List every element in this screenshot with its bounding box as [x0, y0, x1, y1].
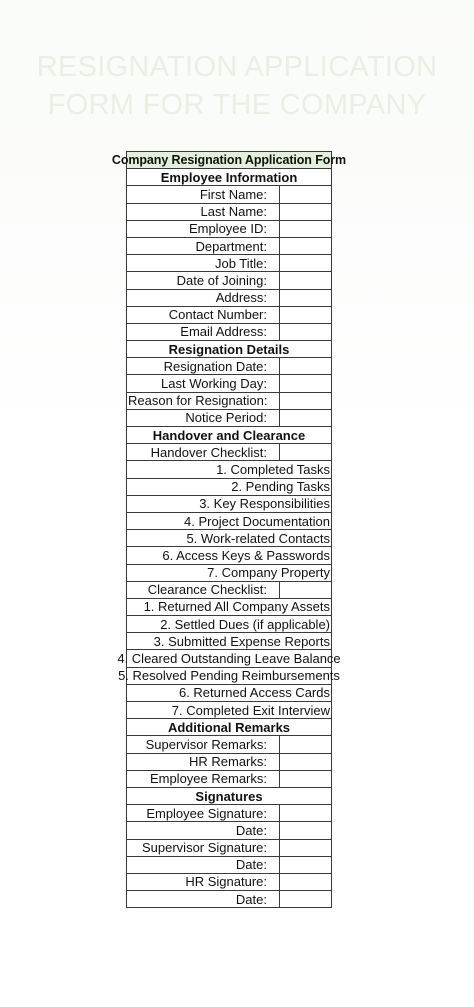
section-row — [127, 341, 332, 358]
field-row — [127, 444, 332, 461]
checklist-item-row — [127, 650, 332, 667]
checklist-item — [127, 684, 332, 701]
field-value-cell[interactable] — [280, 736, 332, 753]
field-value-cell[interactable] — [280, 220, 332, 237]
field-label: Last Name: — [127, 203, 280, 220]
section-heading: Resignation Details — [127, 341, 332, 358]
field-label: Date: — [127, 822, 280, 839]
field-label: Reason for Resignation: — [127, 392, 280, 409]
field-row — [127, 306, 332, 323]
field-label: Employee Remarks: — [127, 770, 280, 787]
field-value-cell[interactable] — [280, 289, 332, 306]
checklist-item-text: 7. Completed Exit Interview — [171, 702, 330, 718]
field-value-cell[interactable] — [280, 770, 332, 787]
field-value-cell[interactable] — [280, 822, 332, 839]
field-label: Resignation Date: — [127, 358, 280, 375]
checklist-item-row — [127, 547, 332, 564]
field-row — [127, 873, 332, 890]
field-label: Supervisor Remarks: — [127, 736, 280, 753]
checklist-item — [118, 667, 340, 684]
checklist-item-text: 6. Access Keys & Passwords — [162, 547, 330, 563]
field-label: Employee ID: — [127, 220, 280, 237]
checklist-item — [127, 598, 332, 615]
field-value-cell[interactable] — [280, 839, 332, 856]
form-table-body — [111, 152, 347, 908]
checklist-item-text: 3. Key Responsibilities — [199, 496, 330, 512]
field-row — [127, 839, 332, 856]
field-row — [127, 186, 332, 203]
field-row — [127, 392, 332, 409]
checklist-item — [117, 650, 341, 667]
checklist-item-text: 4. Cleared Outstanding Leave Balance — [117, 651, 341, 667]
field-value-cell[interactable] — [280, 891, 332, 908]
checklist-item-row — [127, 702, 332, 719]
field-label: HR Signature: — [127, 873, 280, 890]
checklist-item — [127, 564, 332, 581]
checklist-item-text: 4. Project Documentation — [184, 513, 330, 529]
checklist-item-text: 6. Returned Access Cards — [178, 685, 330, 701]
field-value-cell[interactable] — [280, 358, 332, 375]
field-label: Handover Checklist: — [127, 444, 280, 461]
field-value-cell[interactable] — [280, 581, 332, 598]
field-value-cell[interactable] — [280, 444, 332, 461]
checklist-item-row — [127, 530, 332, 547]
checklist-item-row — [127, 495, 332, 512]
field-value-cell[interactable] — [280, 323, 332, 340]
section-row — [127, 719, 332, 736]
field-label: Employee Signature: — [127, 805, 280, 822]
field-row — [127, 237, 332, 254]
checklist-item-row — [127, 512, 332, 529]
field-label: HR Remarks: — [127, 753, 280, 770]
field-row — [127, 736, 332, 753]
field-row — [127, 255, 332, 272]
checklist-item-row — [127, 564, 332, 581]
field-row — [127, 220, 332, 237]
field-label: Email Address: — [127, 323, 280, 340]
field-value-cell[interactable] — [280, 203, 332, 220]
field-value-cell[interactable] — [280, 237, 332, 254]
section-row — [127, 427, 332, 444]
field-row — [127, 375, 332, 392]
field-value-cell[interactable] — [280, 186, 332, 203]
field-label: First Name: — [127, 186, 280, 203]
field-value-cell[interactable] — [280, 375, 332, 392]
field-label: Last Working Day: — [127, 375, 280, 392]
form-banner-text: Company Resignation Application Form — [111, 152, 347, 167]
field-row — [127, 203, 332, 220]
field-row — [127, 323, 332, 340]
banner-row — [127, 152, 332, 169]
checklist-item-text: 5. Work-related Contacts — [186, 530, 330, 546]
section-heading: Signatures — [127, 787, 332, 804]
checklist-item-text: 2. Pending Tasks — [231, 479, 330, 495]
checklist-item — [127, 702, 332, 719]
page-title — [0, 48, 474, 124]
checklist-item-text: 1. Returned All Company Assets — [143, 599, 330, 615]
section-heading: Additional Remarks — [127, 719, 332, 736]
checklist-item — [127, 616, 332, 633]
resignation-form-table — [111, 151, 347, 908]
field-label: Date: — [127, 856, 280, 873]
checklist-item — [127, 478, 332, 495]
field-label: Contact Number: — [127, 306, 280, 323]
checklist-item-row — [127, 598, 332, 615]
field-value-cell[interactable] — [280, 805, 332, 822]
checklist-item-text: 1. Completed Tasks — [216, 461, 330, 477]
field-value-cell[interactable] — [280, 272, 332, 289]
checklist-item-text: 5. Resolved Pending Reimbursements — [118, 668, 340, 684]
checklist-item-text: 3. Submitted Expense Reports — [153, 633, 330, 649]
field-row — [127, 856, 332, 873]
checklist-item-row — [127, 616, 332, 633]
section-row — [127, 169, 332, 186]
field-value-cell[interactable] — [280, 409, 332, 426]
field-label: Date of Joining: — [127, 272, 280, 289]
checklist-item — [127, 461, 332, 478]
checklist-item — [127, 633, 332, 650]
field-row — [127, 891, 332, 908]
field-label: Notice Period: — [127, 409, 280, 426]
field-value-cell[interactable] — [280, 306, 332, 323]
field-row — [127, 581, 332, 598]
checklist-item-text: 7. Company Property — [207, 565, 330, 581]
field-label: Supervisor Signature: — [127, 839, 280, 856]
field-label: Job Title: — [127, 255, 280, 272]
section-heading: Employee Information — [127, 169, 332, 186]
field-row — [127, 358, 332, 375]
checklist-item — [127, 547, 332, 564]
field-label: Address: — [127, 289, 280, 306]
field-row — [127, 409, 332, 426]
checklist-item-row — [127, 461, 332, 478]
section-heading: Handover and Clearance — [127, 427, 332, 444]
field-label: Date: — [127, 891, 280, 908]
checklist-item-row — [127, 684, 332, 701]
checklist-item — [127, 512, 332, 529]
field-row — [127, 272, 332, 289]
field-row — [127, 770, 332, 787]
checklist-item-row — [127, 633, 332, 650]
field-value-cell[interactable] — [280, 873, 332, 890]
checklist-item-row — [127, 667, 332, 684]
checklist-item — [127, 495, 332, 512]
field-label: Department: — [127, 237, 280, 254]
field-row — [127, 822, 332, 839]
field-row — [127, 289, 332, 306]
field-value-cell[interactable] — [280, 856, 332, 873]
form-banner — [111, 152, 347, 169]
page-title-line-1: RESIGNATION APPLICATION — [36, 51, 438, 83]
field-label: Clearance Checklist: — [127, 581, 280, 598]
field-value-cell[interactable] — [280, 753, 332, 770]
field-row — [127, 805, 332, 822]
field-value-cell[interactable] — [280, 255, 332, 272]
section-row — [127, 787, 332, 804]
checklist-item-text: 2. Settled Dues (if applicable) — [160, 616, 330, 632]
checklist-item — [127, 530, 332, 547]
field-row — [127, 753, 332, 770]
field-value-cell[interactable] — [280, 392, 332, 409]
checklist-item-row — [127, 478, 332, 495]
page-title-line-2: FORM FOR THE COMPANY — [47, 89, 427, 121]
